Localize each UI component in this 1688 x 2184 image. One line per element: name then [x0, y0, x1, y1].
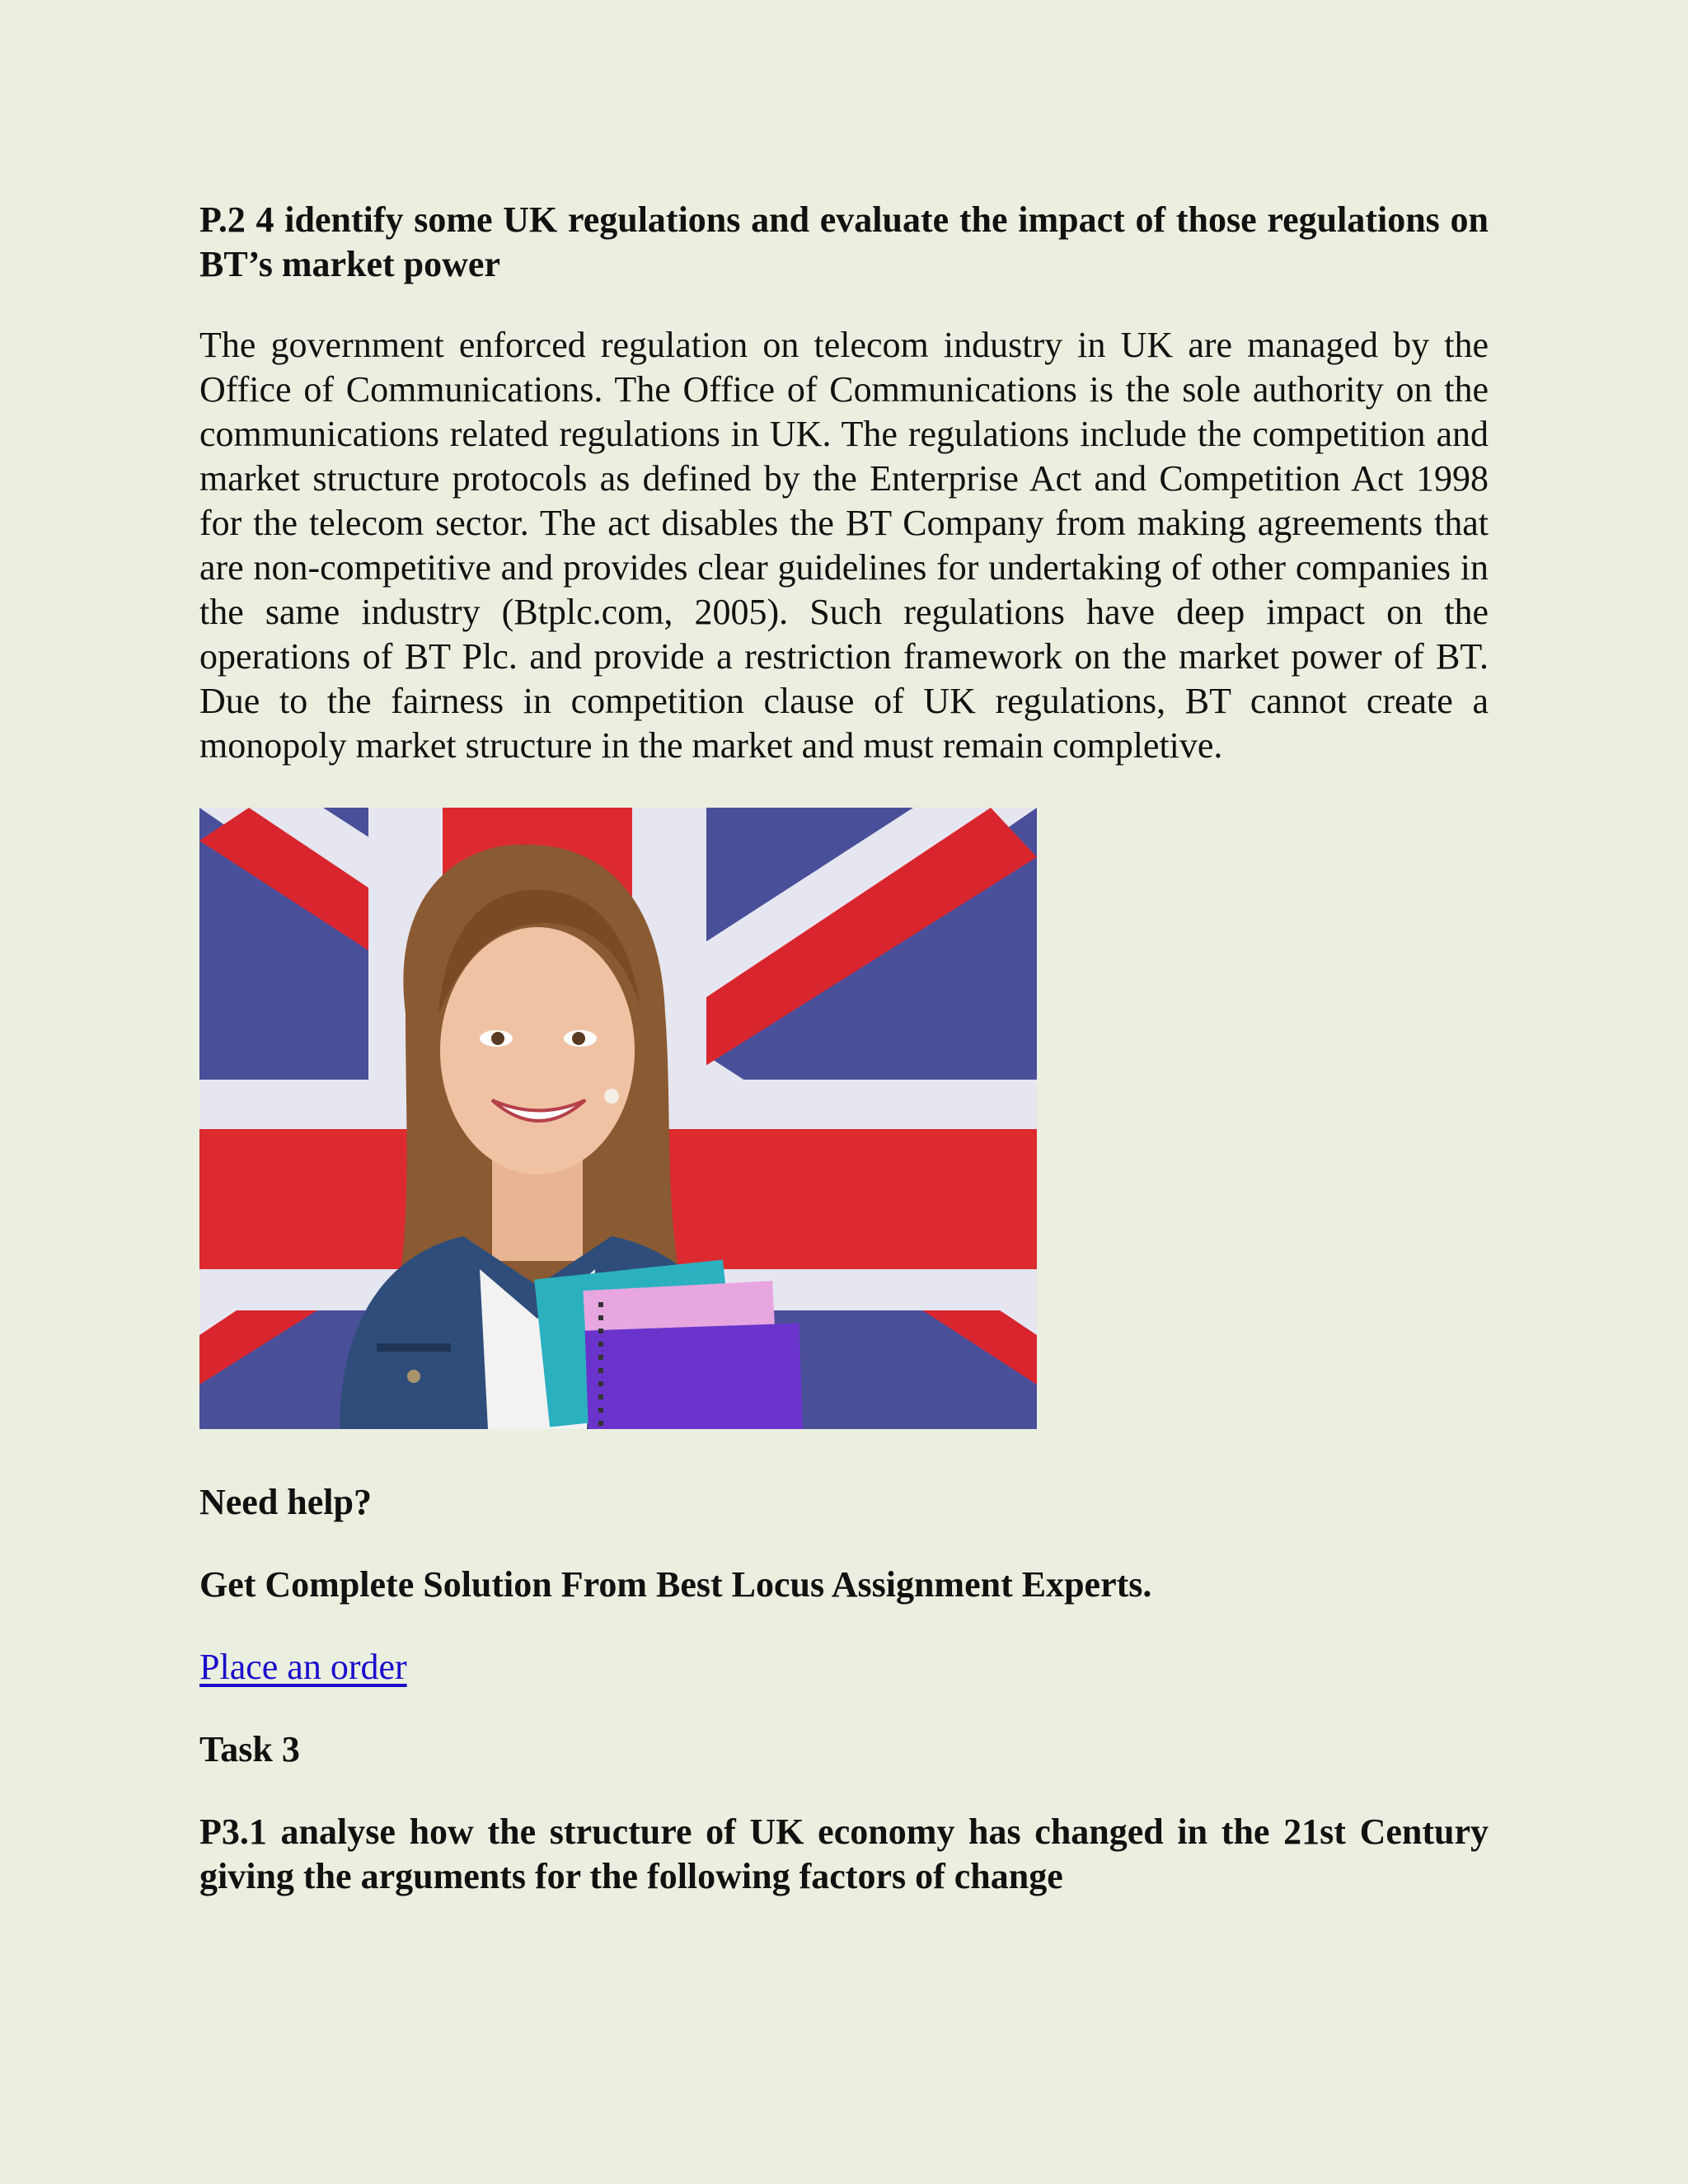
- need-help-heading: Need help?: [199, 1482, 372, 1522]
- section-heading: P.2 4 identify some UK regulations and evaluate the impact of those regulations on BT’s market power: [199, 199, 1489, 284]
- student-with-uk-flag-photo: [199, 808, 1037, 1429]
- assignment-experts-cta: Get Complete Solution From Best Locus Assignment Experts.: [199, 1564, 1152, 1605]
- document-page: [199, 198, 1489, 1899]
- task-title: Task 3: [199, 1729, 300, 1769]
- task-heading: P3.1 analyse how the structure of UK economy has changed in the 21st Century giving the arguments for the following factors of change: [199, 1811, 1489, 1896]
- regulation-paragraph: The government enforced regulation on telecom industry in UK are managed by the Office of Communications. The Office of Communications is the sole authority on the communications related regulations in UK. The regulations include the competition and market structure protocols as defined by the Enterprise Act and Competition Act 1998 for the telecom sector. The act disables the BT Company from making agreements that are non-competitive and provides clear guidelines for undertaking of other companies in the same industry (Btplc.com, 2005). Such regulations have deep impact on the operations of BT Plc. and provide a restriction framework on the market power of BT. Due to the fairness in competition clause of UK regulations, BT cannot create a monopoly market structure in the market and must remain completive.: [199, 325, 1489, 766]
- place-order-link[interactable]: Place an order: [199, 1647, 407, 1687]
